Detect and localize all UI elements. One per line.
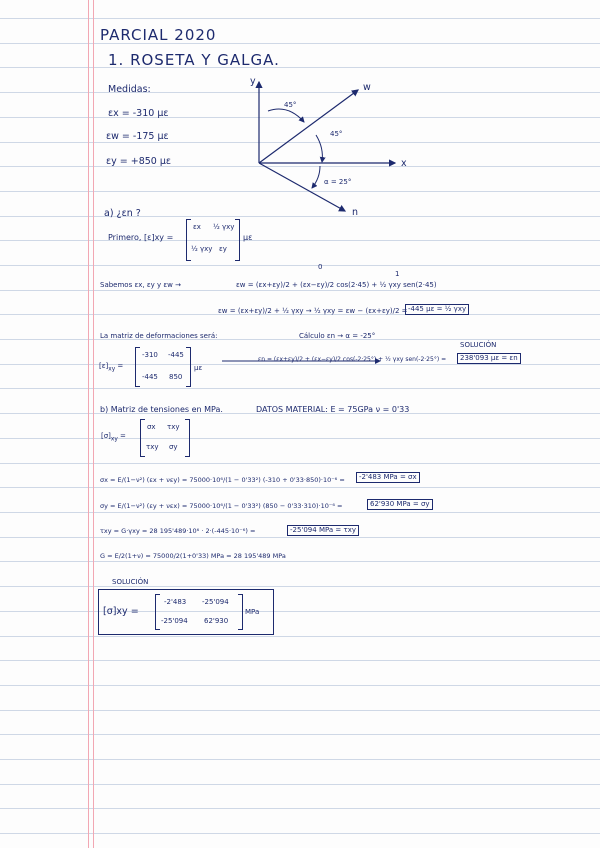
matriz-label: La matriz de deformaciones será: bbox=[100, 332, 218, 340]
ey-value: εy = +850 με bbox=[106, 156, 172, 167]
sigma-y-equation: σy = E/(1−ν²) (εy + νεx) = 75000·10⁶/(1 − 0'33²) (850 − 0'33·310)·10⁻⁶ = bbox=[100, 502, 343, 510]
sig-m22: σy bbox=[169, 443, 178, 451]
sig-m11: σx bbox=[147, 423, 156, 431]
sigma-y-result: 62'930 MPa = σy bbox=[367, 499, 433, 510]
calc-en-label: Cálculo εn → α = -25° bbox=[299, 332, 376, 340]
solution-box bbox=[98, 589, 274, 635]
axis-n-label: n bbox=[352, 207, 359, 218]
eq1-one-note: 1 bbox=[395, 270, 400, 278]
primero-label: Primero, [ε]xy = bbox=[108, 233, 174, 242]
en-equation: εn = (εx+εy)/2 + (εx−εy)/2 cos(-2·25°) + ½ γxy sen(-2·25°) = bbox=[258, 356, 447, 363]
sol-m21: -25'094 bbox=[161, 617, 188, 625]
page-title: PARCIAL 2020 bbox=[100, 26, 217, 44]
angle-alpha-label: α = 25° bbox=[324, 178, 352, 186]
tau-xy-equation: τxy = G·γxy = 28 195'489·10⁶ · 2·(-445·10⁻⁶) = bbox=[100, 527, 256, 535]
eq1-zero-note: 0 bbox=[318, 263, 323, 271]
section-heading: 1. ROSETA Y GALGA. bbox=[108, 51, 280, 69]
angle-mid-label: 45° bbox=[330, 130, 343, 138]
n-axis-line bbox=[259, 163, 345, 211]
ew-equation-2: εw = (εx+εy)/2 + ½ γxy → ½ γxy = εw − (εx+εy)/2 = bbox=[218, 307, 408, 315]
sig-m21: τxy bbox=[146, 443, 159, 451]
strain-unit: με bbox=[243, 233, 253, 242]
part-a-question: a) ¿εn ? bbox=[104, 208, 141, 219]
en-result: 238'093 με = εn bbox=[457, 353, 521, 364]
strain-m21: ½ γxy bbox=[191, 245, 213, 253]
axis-x-label: x bbox=[401, 158, 407, 169]
solucion-label-b: SOLUCIÓN bbox=[112, 578, 149, 586]
stress-result-matrix bbox=[155, 594, 243, 630]
strain-m22: εy bbox=[219, 245, 227, 253]
ew-equation-1: εw = (εx+εy)/2 + (εx−εy)/2 cos(2·45) + ½ γxy sen(2·45) bbox=[236, 281, 437, 289]
res-m22: 850 bbox=[169, 373, 183, 381]
solution-label: [σ]xy = bbox=[103, 606, 139, 617]
part-b-heading: b) Matriz de tensiones en MPa. bbox=[100, 405, 223, 414]
tau-xy-result: -25'094 MPa = τxy bbox=[287, 525, 359, 536]
angle-arc-top bbox=[268, 109, 304, 122]
w-axis-line bbox=[259, 90, 358, 163]
shear-modulus-equation: G = E/2(1+ν) = 75000/2(1+0'33) MPa = 28 195'489 MPa bbox=[100, 552, 286, 560]
strain-matrix bbox=[186, 219, 240, 261]
solucion-label-a: SOLUCIÓN bbox=[460, 341, 497, 349]
axis-y-label: y bbox=[250, 76, 256, 87]
sigma-x-result: -2'483 MPa = σx bbox=[356, 472, 420, 483]
res-m12: -445 bbox=[168, 351, 184, 359]
axis-w-label: w bbox=[363, 82, 371, 93]
strain-m11: εx bbox=[193, 223, 201, 231]
sigma-x-equation: σx = E/(1−ν²) (εx + νεy) = 75000·10⁶/(1 − 0'33²) (-310 + 0'33·850)·10⁻⁶ = bbox=[100, 476, 345, 484]
res-m11: -310 bbox=[142, 351, 158, 359]
sol-m11: -2'483 bbox=[164, 598, 187, 606]
res-unit: με bbox=[194, 364, 203, 372]
ex-value: εx = -310 με bbox=[108, 108, 169, 119]
angle-top-label: 45° bbox=[284, 101, 297, 109]
material-data: DATOS MATERIAL: E = 75GPa ν = 0'33 bbox=[256, 405, 410, 414]
strain-result-matrix bbox=[135, 347, 191, 387]
angle-arc-alpha bbox=[312, 166, 320, 188]
angle-arc-mid bbox=[316, 135, 322, 162]
strain-m12: ½ γxy bbox=[213, 223, 235, 231]
solution-unit: MPa bbox=[245, 608, 260, 616]
sig-m12: τxy bbox=[167, 423, 180, 431]
half-gamma-result: -445 με = ½ γxy bbox=[405, 304, 469, 315]
medidas-label: Medidas: bbox=[108, 84, 151, 95]
sabemos-text: Sabemos εx, εy y εw → bbox=[100, 281, 181, 289]
ew-value: εw = -175 με bbox=[106, 131, 169, 142]
sol-m22: 62'930 bbox=[204, 617, 229, 625]
res-m21: -445 bbox=[142, 373, 158, 381]
stress-symbol-matrix bbox=[140, 419, 190, 457]
sol-m12: -25'094 bbox=[202, 598, 229, 606]
